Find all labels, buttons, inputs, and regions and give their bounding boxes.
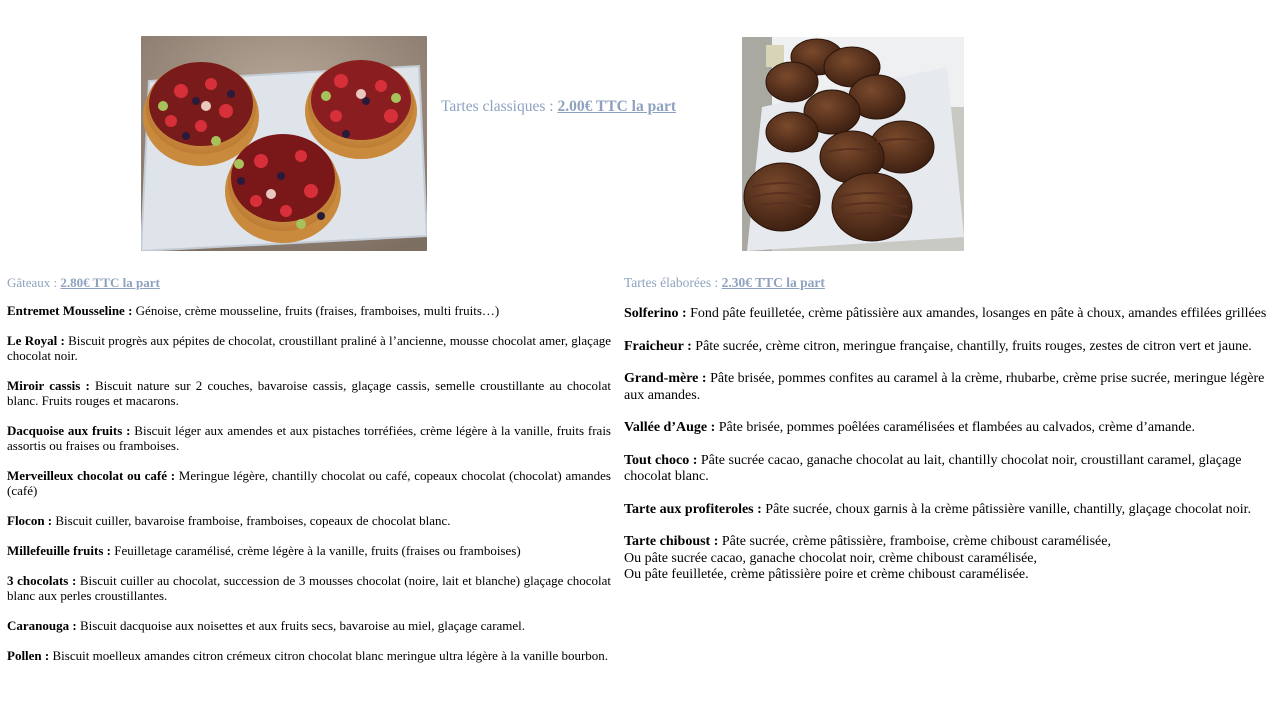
list-item-chiboust (624, 534, 1272, 584)
tartes-elaborees-heading (624, 275, 1272, 291)
item-description: Pâte sucrée cacao, ganache chocolat au lait, chantilly chocolat noir, croustillant caramel, glaçage chocolat blanc. (624, 452, 1242, 484)
fruit-tarts-photo (141, 36, 427, 251)
list-item (624, 306, 1272, 323)
gateaux-column (7, 275, 611, 678)
tartes-elaborees-column (624, 275, 1272, 600)
list-item (624, 420, 1272, 437)
item-name: Merveilleux chocolat ou café : (7, 468, 176, 483)
item-name: Tarte aux profiteroles : (624, 501, 762, 517)
chiboust-line-2: Ou pâte sucrée cacao, ganache chocolat noir, crème chiboust caramélisée, (624, 550, 1037, 566)
item-name: Caranouga : (7, 618, 77, 633)
list-item (7, 333, 611, 363)
list-item (624, 371, 1272, 404)
item-name: Tarte chiboust : (624, 534, 719, 549)
gateaux-price-link[interactable]: 2.80€ TTC la part (60, 275, 160, 290)
item-description: Biscuit léger aux amendes et aux pistaches torréfiées, crème légère à la vanille, fruits frais assortis ou fraises ou framboises. (7, 423, 611, 453)
list-item (7, 513, 611, 528)
item-name: Flocon : (7, 513, 53, 528)
item-name: Pollen : (7, 648, 50, 663)
item-description: Biscuit nature sur 2 couches, bavaroise cassis, glaçage cassis, semelle croustillante au chocolat blanc. Fruits rouges et macarons. (7, 378, 612, 408)
item-description: Génoise, crème mousseline, fruits (fraises, framboises, multi fruits…) (132, 303, 500, 318)
item-description: Meringue légère, chantilly chocolat ou café, copeaux chocolat (chocolat) amandes (café) (7, 468, 611, 498)
item-name: Millefeuille fruits : (7, 543, 111, 558)
item-name: Miroir cassis : (7, 378, 90, 393)
list-item (624, 453, 1272, 486)
item-name: 3 chocolats : (7, 573, 77, 588)
classic-tarts-label: Tartes classiques : (441, 98, 558, 115)
item-description: Feuilletage caramélisé, crème légère à la vanille, fruits (fraises ou framboises) (110, 543, 521, 558)
item-description: Pâte brisée, pommes confites au caramel à la crème, rhubarbe, crème prise sucrée, meringue légère aux amandes. (624, 371, 1265, 403)
classic-tarts-heading (441, 98, 676, 116)
list-item (7, 423, 611, 453)
chocolate-tarts-photo (742, 37, 964, 251)
item-description: Pâte sucrée, crème citron, meringue française, chantilly, fruits rouges, zestes de citron vert et jaune. (691, 338, 1252, 354)
item-name: Dacquoise aux fruits : (7, 423, 131, 438)
item-name: Fraicheur : (624, 338, 692, 354)
item-name: Solferino : (624, 306, 687, 321)
item-name: Grand-mère : (624, 371, 707, 386)
list-item (7, 648, 611, 663)
list-item (7, 543, 611, 558)
gateaux-heading (7, 275, 611, 291)
item-description: Pâte brisée, pommes poêlées caramélisées et flambées au calvados, crème d’amande. (715, 420, 1195, 435)
list-item (7, 378, 611, 408)
item-description: Biscuit moelleux amandes citron crémeux citron chocolat blanc meringue ultra légère à la vanille bourbon. (49, 648, 609, 663)
item-name: Le Royal : (7, 333, 65, 348)
list-item (624, 502, 1272, 519)
chiboust-line-1 (624, 534, 1272, 551)
gateaux-label: Gâteaux : (7, 275, 61, 290)
item-description: Pâte sucrée, crème pâtissière, framboise, crème chiboust caramélisée, (718, 534, 1111, 549)
item-description: Biscuit cuiller au chocolat, succession de 3 mousses chocolat (noire, lait et blanche) glaçage chocolat blanc aux perles croustillantes. (7, 573, 611, 603)
item-description: Biscuit progrès aux pépites de chocolat, croustillant praliné à l’ancienne, mousse chocolat amer, glaçage chocolat noir. (7, 333, 611, 363)
item-name: Tout choco : (624, 452, 698, 468)
tartes-elaborees-label: Tartes élaborées : (624, 275, 722, 290)
item-name: Entremet Mousseline : (7, 303, 133, 318)
list-item (7, 468, 611, 498)
item-description: Fond pâte feuilletée, crème pâtissière aux amandes, losanges en pâte à choux, amandes effilées grillées (686, 306, 1267, 321)
list-item (624, 339, 1272, 356)
item-description: Biscuit dacquoise aux noisettes et aux fruits secs, bavaroise au miel, glaçage caramel. (76, 618, 526, 633)
item-description: Pâte sucrée, choux garnis à la crème pâtissière vanille, chantilly, glaçage chocolat noir. (761, 501, 1252, 517)
list-item (7, 303, 611, 318)
item-description: Biscuit cuiller, bavaroise framboise, framboises, copeaux de chocolat blanc. (52, 513, 451, 528)
list-item (7, 573, 611, 603)
chiboust-line-3: Ou pâte feuilletée, crème pâtissière poire et crème chiboust caramélisée. (624, 567, 1029, 582)
list-item (7, 618, 611, 633)
item-name: Vallée d’Auge : (624, 420, 716, 435)
classic-tarts-price-link[interactable]: 2.00€ TTC la part (557, 98, 676, 115)
tartes-elaborees-price-link[interactable]: 2.30€ TTC la part (721, 275, 825, 290)
